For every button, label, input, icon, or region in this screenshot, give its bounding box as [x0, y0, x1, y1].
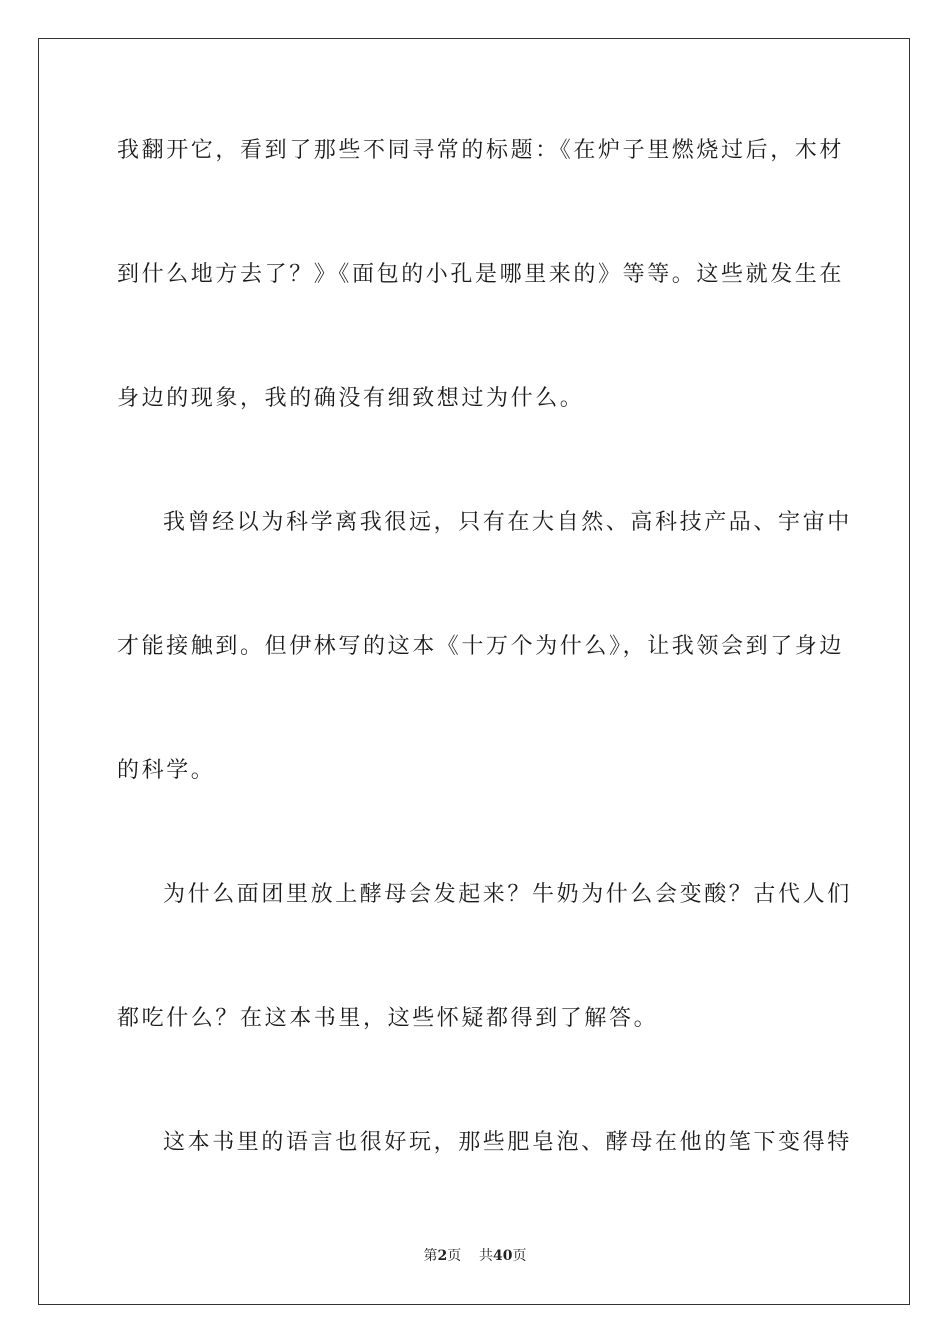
- page-prefix: 第: [423, 1248, 438, 1264]
- paragraph-2-line-2: 才能接触到。但伊林写的这本《十万个为什么》，让我领会到了身边: [117, 634, 845, 659]
- total-prefix: 共: [479, 1248, 494, 1264]
- paragraph-1-line-1: 我翻开它，看到了那些不同寻常的标题：《在炉子里燃烧过后，木材: [117, 138, 845, 163]
- paragraph-3-line-1: 为什么面团里放上酵母会发起来？牛奶为什么会变酸？古代人们: [163, 882, 852, 907]
- total-suffix: 页: [512, 1248, 527, 1264]
- paragraph-1-line-3: 身边的现象，我的确没有细致想过为什么。: [117, 386, 585, 411]
- page-border: [38, 38, 910, 1305]
- paragraph-3-line-2: 都吃什么？在这本书里，这些怀疑都得到了解答。: [117, 1006, 659, 1031]
- page-footer: [0, 1247, 950, 1265]
- total-pages-number: 40: [493, 1248, 513, 1264]
- page-suffix: 页: [447, 1248, 462, 1264]
- paragraph-1-line-2: 到什么地方去了？》《面包的小孔是哪里来的》等等。这些就发生在: [117, 262, 845, 287]
- current-page-number: 2: [437, 1248, 448, 1264]
- paragraph-2-line-1: 我曾经以为科学离我很远，只有在大自然、高科技产品、宇宙中: [163, 510, 852, 535]
- paragraph-4-line-1: 这本书里的语言也很好玩，那些肥皂泡、酵母在他的笔下变得特: [163, 1130, 852, 1155]
- paragraph-2-line-3: 的科学。: [117, 758, 216, 783]
